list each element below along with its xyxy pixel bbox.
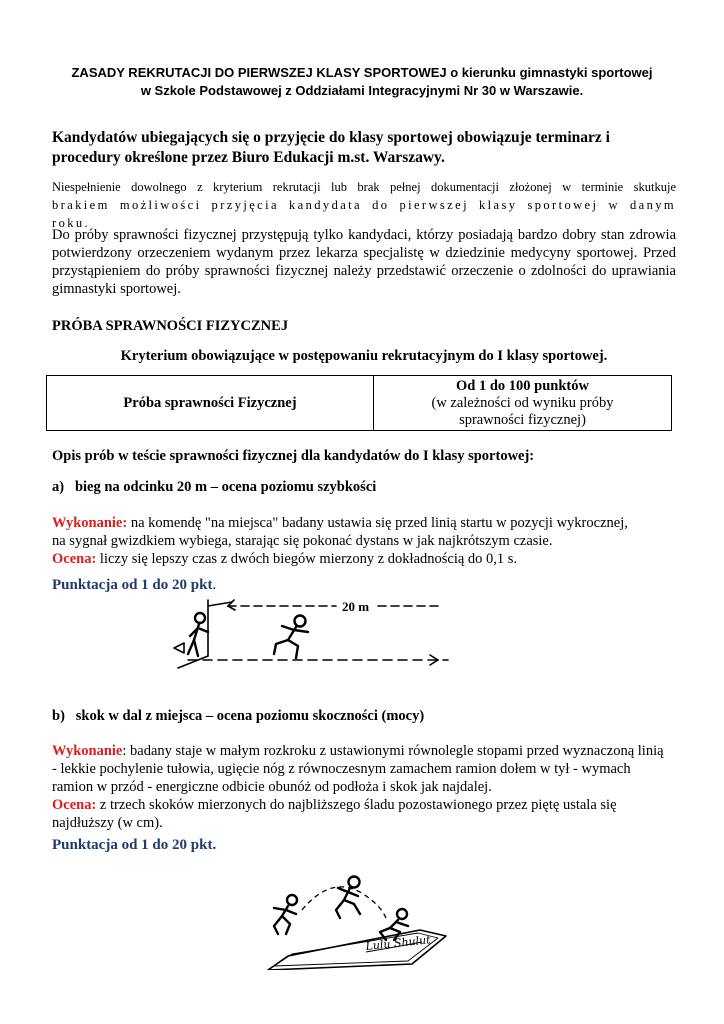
ocena-label: Ocena: xyxy=(52,797,97,813)
test-a-wyk-text: na komendę "na miejsca" badany ustawia się przed linią startu w pozycji wykrocznej, xyxy=(127,515,628,531)
wykonanie-label: Wykonanie xyxy=(52,743,123,759)
sprint-illustration xyxy=(168,596,458,678)
test-a-scoring xyxy=(52,577,216,594)
test-a-marker: a) xyxy=(52,479,65,495)
test-a-description xyxy=(52,514,692,568)
test-b-title-text: skok w dal z miejsca – ocena poziomu skoczności (mocy) xyxy=(75,708,425,724)
points-note-line-1: (w zależności od wyniku próby xyxy=(431,394,614,411)
test-b-wykonanie-line-1 xyxy=(52,742,692,760)
section-title: PRÓBA SPRAWNOŚCI FIZYCZNEJ xyxy=(52,318,289,334)
criterion-table xyxy=(46,375,672,431)
test-b-scoring: Punktacja od 1 do 20 pkt. xyxy=(52,837,217,853)
test-a-title-text: bieg na odcinku 20 m – ocena poziomu szybkości xyxy=(74,479,377,495)
table-cell-points xyxy=(374,376,672,431)
document-header xyxy=(40,64,684,100)
distance-label: 20 m xyxy=(342,599,370,614)
test-b-wykonanie-line-2: - lekkie pochylenie tułowia, ugięcie nóg z równoczesnym zamachem ramion dołem w tył - wymach xyxy=(52,761,631,777)
test-b-title xyxy=(52,708,424,725)
jump-scale-label: Lulu Shulut xyxy=(364,933,432,953)
points-range: Od 1 do 100 punktów xyxy=(456,377,589,394)
runner-mid-icon xyxy=(274,616,308,659)
start-line-base xyxy=(178,656,208,668)
test-a-scoring-text: Punktacja od 1 do 20 pkt xyxy=(52,577,213,593)
start-flag xyxy=(174,643,184,653)
test-a-wykonanie-line-2: na sygnał gwizdkiem wybiega, starając się pokonać dystans w jak najkrótszym czasie. xyxy=(52,533,553,549)
long-jump-illustration xyxy=(260,870,460,970)
warning-text xyxy=(52,178,676,232)
runner-start-icon xyxy=(188,613,208,656)
intro-bold-text: Kandydatów ubiegających się o przyjęcie do klasy sportowej obowiązuje terminarz i procedury określone przez Biuro Edukacji m.st. Warszawy. xyxy=(52,129,610,166)
points-note-line-2: sprawności fizycznej) xyxy=(459,411,586,428)
warning-line-1: Niespełnienie dowolnego z kryterium rekrutacji lub brak pełnej dokumentacji złożonej w terminie skutkuje xyxy=(52,180,676,194)
test-a-scoring-dot: . xyxy=(212,577,217,593)
test-a-wykonanie-line-1 xyxy=(52,514,692,532)
table-row xyxy=(47,376,672,431)
jumper-takeoff-icon xyxy=(274,895,297,934)
jumper-flight-icon xyxy=(336,877,360,919)
test-b-description xyxy=(52,742,692,832)
test-a-ocena-text: liczy się lepszy czas z dwóch biegów mierzony z dokładnością do 0,1 s. xyxy=(96,551,518,567)
test-b-wyk-text: : badany staje w małym rozkroku z ustawionymi równolegle stopami przed wyznaczoną linią xyxy=(122,743,664,759)
criterion-heading: Kryterium obowiązujące w postępowaniu rekrutacyjnym do I klasy sportowej. xyxy=(120,348,608,364)
medical-requirement-paragraph: Do próby sprawności fizycznej przystępują tylko kandydaci, którzy posiadają bardzo dobry stan zdrowia potwierdzony orzeczeniem wydanym przez lekarza specjalistę w dziedzinie medycyny sportowej. Przed przystąpieniem do próby sprawności fizycznej należy przedstawić orzeczenie o zdolności do uprawiania gimnastyki sportowej. xyxy=(52,227,676,297)
header-line-1: ZASADY REKRUTACJI DO PIERWSZEJ KLASY SPORTOWEJ o kierunku gimnastyki sportowej xyxy=(71,65,653,80)
table-cell-test: Próba sprawności Fizycznej xyxy=(47,376,374,431)
test-a-ocena-line xyxy=(52,550,692,568)
wykonanie-label: Wykonanie: xyxy=(52,515,128,531)
tests-heading: Opis prób w teście sprawności fizycznej dla kandydatów do I klasy sportowej: xyxy=(52,448,535,464)
test-b-ocena-text: z trzech skoków mierzonych do najbliższego śladu pozostawionego przez piętę ustala się xyxy=(96,797,617,813)
test-b-marker: b) xyxy=(52,708,65,724)
test-b-wykonanie-line-3: ramion w przód - energiczne odbicie obunóż od podłoża i skok jak najdalej. xyxy=(52,779,492,795)
ocena-label: Ocena: xyxy=(52,551,97,567)
test-b-ocena-line-2: najdłuższy (w cm). xyxy=(52,815,163,831)
header-line-2: w Szkole Podstawowej z Oddziałami Integracyjnymi Nr 30 w Warszawie. xyxy=(140,83,584,98)
test-b-ocena-line-1 xyxy=(52,796,692,814)
warning-line-2: brakiem możliwości przyjęcia kandydata do pierwszej klasy sportowej w danym roku. xyxy=(52,198,676,230)
test-a-title xyxy=(52,479,376,496)
